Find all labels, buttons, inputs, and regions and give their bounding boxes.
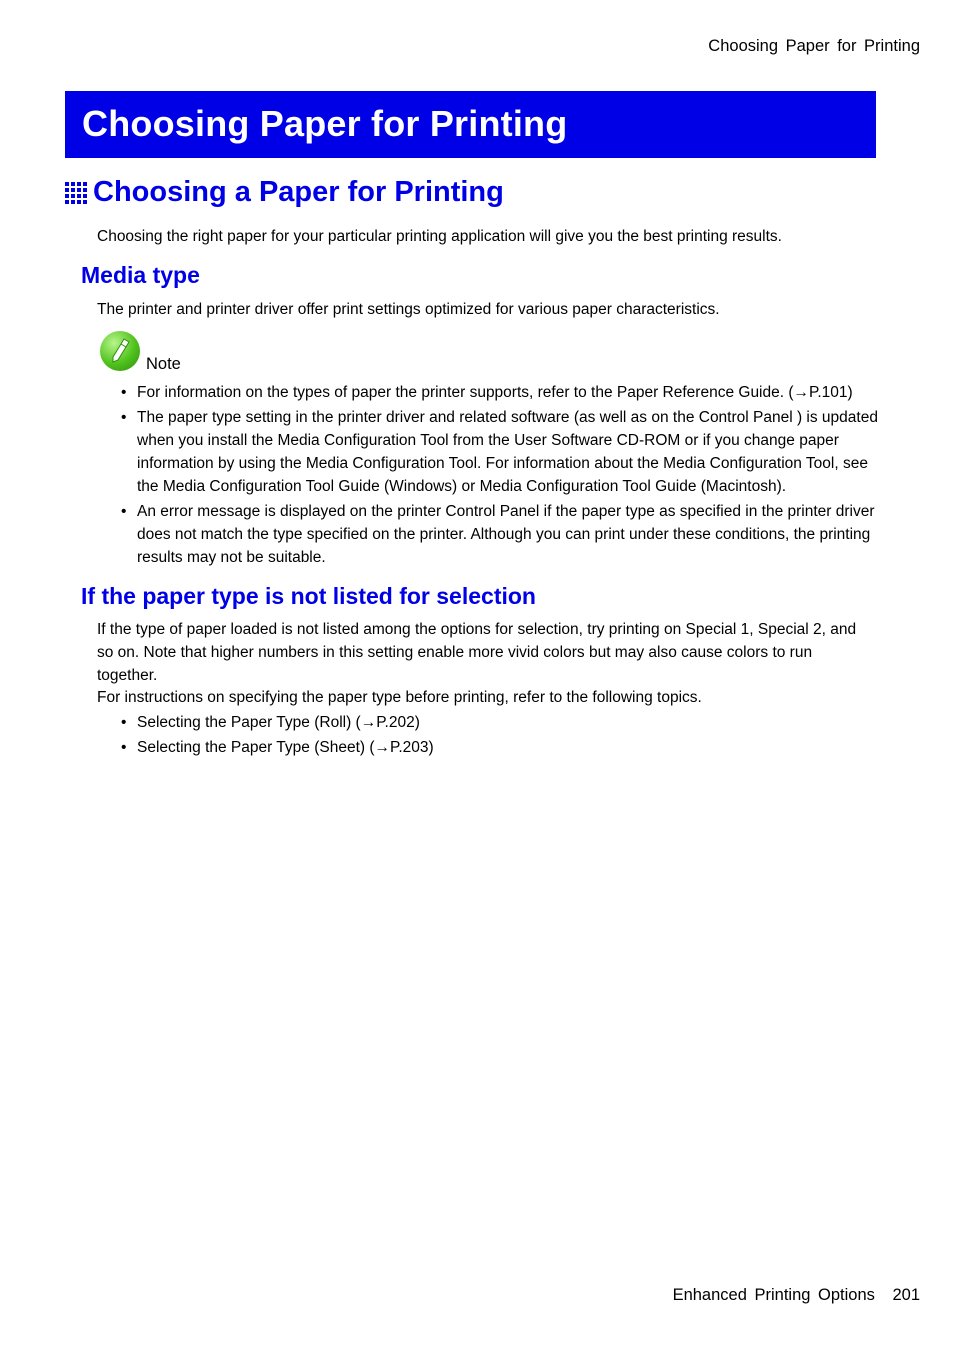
not-listed-heading: If the paper type is not listed for selection bbox=[81, 583, 536, 609]
not-listed-text-2: For instructions on specifying the paper type before printing, refer to the following topics. bbox=[97, 689, 702, 706]
chapter-title: Choosing Paper for Printing bbox=[82, 103, 568, 144]
grid-icon bbox=[65, 182, 87, 204]
media-type-heading: Media type bbox=[81, 262, 200, 288]
list-item: • An error message is displayed on the printer Control Panel if the paper type as specified in the printer driver does not match the type specified on the printer. Although you can print under these conditions, the printing results may not be suitable. bbox=[137, 500, 882, 569]
section-intro: Choosing the right paper for your particular printing application will give you the best printing results. bbox=[97, 228, 782, 245]
footer-section-name: Enhanced Printing Options bbox=[672, 1286, 875, 1304]
section-heading-row bbox=[65, 176, 504, 209]
note-header bbox=[100, 331, 181, 371]
chapter-title-band bbox=[65, 91, 876, 158]
note-list bbox=[137, 381, 882, 571]
note-label: Note bbox=[146, 355, 181, 373]
list-item: • For information on the types of paper the printer supports, refer to the Paper Reference Guide. (→P.101) bbox=[137, 381, 882, 404]
topic-link[interactable]: • Selecting the Paper Type (Sheet) (→P.203) bbox=[137, 736, 737, 759]
page-number: 201 bbox=[892, 1286, 920, 1304]
pencil-note-icon bbox=[100, 331, 140, 371]
topic-link[interactable]: • Selecting the Paper Type (Roll) (→P.202) bbox=[137, 711, 737, 734]
section-heading: Choosing a Paper for Printing bbox=[93, 176, 504, 208]
topic-link-list bbox=[137, 711, 737, 761]
list-item: • The paper type setting in the printer driver and related software (as well as on the Control Panel ) is updated when you install the Media Configuration Tool from the User Software CD-ROM or if you change paper information by using the Media Configuration Tool. For information about the Media Configuration Tool, see the Media Configuration Tool Guide (Windows) or Media Configuration Tool Guide (Macintosh). bbox=[137, 406, 882, 498]
page-footer bbox=[673, 1286, 920, 1305]
media-type-text: The printer and printer driver offer print settings optimized for various paper characteristics. bbox=[97, 301, 720, 318]
running-header: Choosing Paper for Printing bbox=[708, 37, 920, 55]
not-listed-text: If the type of paper loaded is not listed among the options for selection, try printing on Special 1, Special 2, and so on. Note that higher numbers in this setting enable more vivid colors but may also cause colors to run together. bbox=[97, 621, 857, 684]
